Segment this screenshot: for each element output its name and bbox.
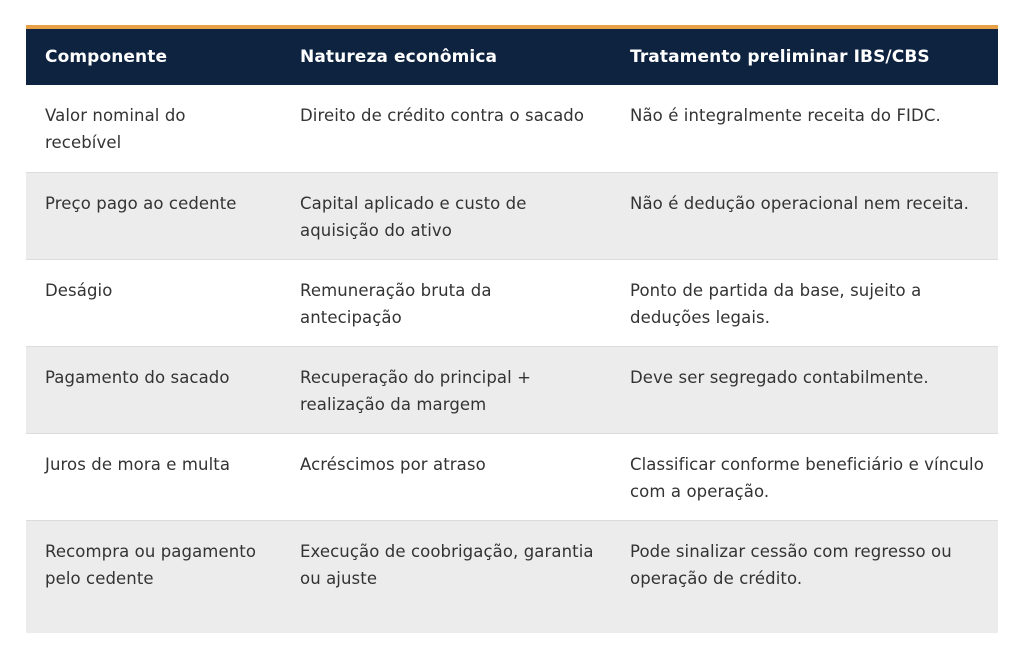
cell-tratamento: Não é dedução operacional nem receita. [630, 193, 969, 213]
table-row [26, 433, 998, 520]
cell-tratamento: Deve ser segregado contabilmente. [630, 367, 929, 387]
cell-tratamento: Classificar conforme beneficiário e vínculo com a operação. [630, 454, 984, 501]
table-header-row [26, 29, 998, 85]
table-row [26, 172, 998, 259]
table-container [26, 25, 998, 633]
cell-componente: Deságio [45, 280, 113, 300]
table-row [26, 346, 998, 433]
cell-tratamento: Ponto de partida da base, sujeito a deduções legais. [630, 280, 922, 327]
table-row [26, 85, 998, 172]
cell-natureza: Execução de coobrigação, garantia ou ajuste [300, 541, 594, 588]
table-row [26, 520, 998, 633]
cell-tratamento: Não é integralmente receita do FIDC. [630, 106, 941, 125]
cell-natureza: Recuperação do principal + realização da margem [300, 367, 532, 414]
header-natureza-economica: Natureza econômica [300, 47, 498, 67]
cell-natureza: Remuneração bruta da antecipação [300, 280, 492, 327]
cell-componente: Pagamento do sacado [45, 367, 230, 387]
table-row [26, 259, 998, 346]
cell-componente: Valor nominal do recebível [45, 106, 186, 152]
header-tratamento-preliminar: Tratamento preliminar IBS/CBS [630, 47, 930, 67]
cell-tratamento: Pode sinalizar cessão com regresso ou operação de crédito. [630, 541, 952, 588]
cell-natureza: Acréscimos por atraso [300, 454, 486, 474]
header-componente: Componente [45, 47, 168, 67]
cell-natureza: Direito de crédito contra o sacado [300, 106, 585, 125]
cell-componente: Juros de mora e multa [45, 454, 231, 474]
ibs-cbs-table [26, 29, 998, 633]
cell-componente: Recompra ou pagamento pelo cedente [45, 541, 257, 588]
cell-componente: Preço pago ao cedente [45, 193, 237, 213]
cell-natureza: Capital aplicado e custo de aquisição do ativo [300, 193, 527, 240]
